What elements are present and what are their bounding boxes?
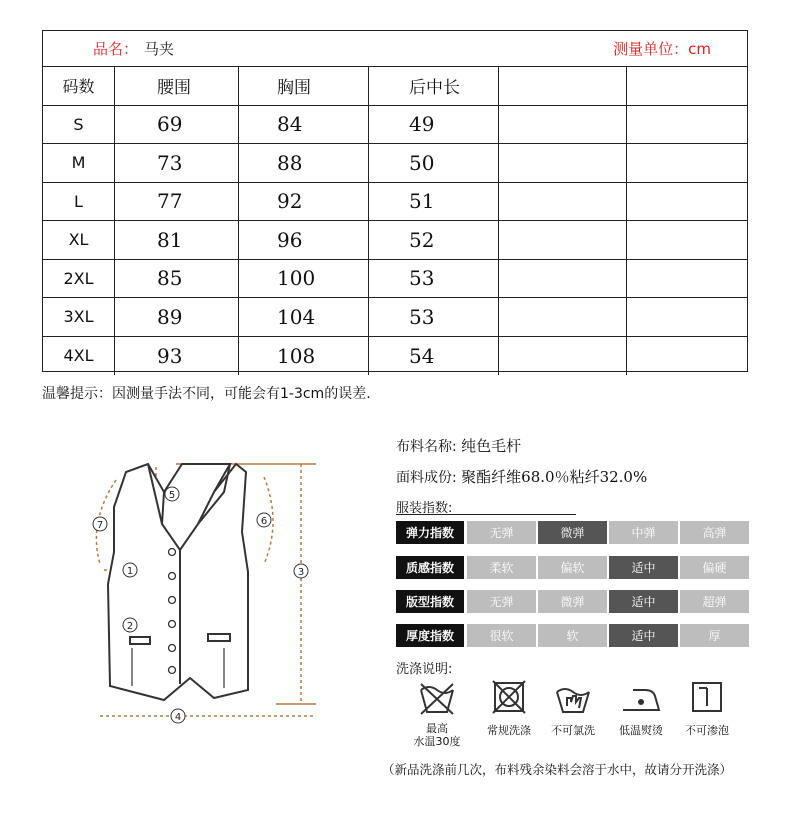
column-header (499, 67, 627, 105)
svg-text:3: 3 (297, 567, 305, 578)
table-cell: 50 (369, 144, 499, 182)
table-cell: 53 (369, 260, 499, 298)
column-header: 码数 (43, 67, 115, 105)
measure-unit: 测量单位：cm (613, 40, 711, 58)
wash-symbol-1 (474, 680, 544, 738)
hand-wash-icon (553, 680, 593, 716)
table-cell: 54 (369, 337, 499, 376)
iron-icon (619, 680, 663, 716)
table-cell: 96 (239, 221, 369, 259)
table-cell: 81 (115, 221, 239, 259)
index-bar (396, 556, 749, 579)
index-label: 厚度指数 (396, 624, 464, 647)
table-cell: 100 (239, 260, 369, 298)
svg-text:2: 2 (126, 621, 134, 632)
table-cell (627, 144, 749, 182)
table-cell (627, 337, 749, 376)
divider (396, 514, 576, 515)
marker-4 (171, 709, 185, 723)
column-header: 胸围 (239, 67, 369, 105)
index-option: 无弹 (467, 521, 536, 544)
table-cell (627, 106, 749, 144)
table-cell: 92 (239, 183, 369, 221)
marker-1 (123, 563, 137, 577)
table-cell: 88 (239, 144, 369, 182)
table-cell: 104 (239, 298, 369, 336)
table-cell: 2XL (43, 260, 115, 298)
table-cell: 77 (115, 183, 239, 221)
table-cell (499, 298, 627, 336)
table-cell: 69 (115, 106, 239, 144)
table-cell: 52 (369, 221, 499, 259)
wash-label-2: 不可氯洗 (551, 724, 595, 737)
table-row (43, 144, 747, 183)
table-cell (627, 298, 749, 336)
svg-text:1: 1 (126, 566, 134, 577)
table-cell: S (43, 106, 115, 144)
marker-7 (93, 517, 107, 531)
index-bar (396, 521, 749, 544)
index-option: 很软 (467, 624, 536, 647)
wash-label-1: 常规洗涤 (487, 724, 531, 737)
table-row (43, 260, 747, 299)
wash-footer-note: （新品洗涤前几次，布料残余染料会溶于水中，故请分开洗涤） (382, 762, 733, 777)
measurement-note: 温馨提示：因测量手法不同，可能会有1-3cm的误差. (42, 386, 371, 402)
wash-symbol-2 (538, 680, 608, 738)
index-option: 微弹 (538, 521, 607, 544)
table-cell: 53 (369, 298, 499, 336)
table-cell (499, 106, 627, 144)
fabric-name: 布料名称: 纯色毛杆 (396, 437, 522, 455)
column-header (627, 67, 749, 105)
table-cell (627, 183, 749, 221)
table-cell: XL (43, 221, 115, 259)
wash-label-4: 不可渗泡 (685, 724, 729, 737)
index-option: 偏软 (538, 556, 607, 579)
fabric-composition: 面料成份: 聚酯纤维68.0％粘纤32.0% (396, 468, 648, 486)
marker-2 (123, 618, 137, 632)
table-cell (499, 183, 627, 221)
table-cell (499, 260, 627, 298)
table-cell: 93 (115, 337, 239, 376)
no-wash-icon (417, 680, 457, 716)
garment-index-title: 服装指数: (396, 501, 453, 516)
table-title-row (43, 31, 747, 67)
table-cell (499, 144, 627, 182)
column-header: 腰围 (115, 67, 239, 105)
table-row (43, 106, 747, 145)
index-option: 适中 (609, 590, 678, 613)
table-cell: 4XL (43, 337, 115, 376)
svg-text:5: 5 (168, 490, 176, 501)
wash-label-0: 最高 水温30度 (413, 722, 461, 748)
no-soak-icon (687, 680, 727, 716)
wash-symbol-3 (606, 680, 676, 738)
table-cell (627, 260, 749, 298)
table-cell: L (43, 183, 115, 221)
index-option: 适中 (609, 556, 678, 579)
table-cell: M (43, 144, 115, 182)
wash-label-3: 低温熨烫 (619, 724, 663, 737)
index-bar (396, 624, 749, 647)
marker-6 (257, 513, 271, 527)
table-cell (499, 337, 627, 376)
product-name: 品名： 马夹 (93, 40, 175, 58)
index-option: 高弹 (680, 521, 749, 544)
table-cell: 84 (239, 106, 369, 144)
index-option: 适中 (609, 624, 678, 647)
index-option: 柔软 (467, 556, 536, 579)
index-option: 无弹 (467, 590, 536, 613)
table-cell: 108 (239, 337, 369, 376)
fabric-info (396, 435, 647, 497)
index-label: 版型指数 (396, 590, 464, 613)
svg-text:7: 7 (96, 520, 104, 531)
table-cell: 3XL (43, 298, 115, 336)
table-cell: 89 (115, 298, 239, 336)
table-row (43, 221, 747, 260)
table-cell: 73 (115, 144, 239, 182)
index-bar (396, 590, 749, 613)
index-label: 质感指数 (396, 556, 464, 579)
index-option: 软 (538, 624, 607, 647)
no-dry-clean-icon (489, 680, 529, 716)
table-header-row (43, 67, 747, 106)
index-option: 超弹 (680, 590, 749, 613)
wash-instructions-title: 洗涤说明: (396, 662, 453, 677)
marker-3 (294, 564, 308, 578)
vest-diagram (86, 452, 336, 732)
svg-text:4: 4 (174, 712, 182, 723)
column-header: 后中长 (369, 67, 499, 105)
index-option: 中弹 (609, 521, 678, 544)
table-row (43, 298, 747, 337)
table-row (43, 183, 747, 222)
index-option: 厚 (680, 624, 749, 647)
table-cell: 85 (115, 260, 239, 298)
table-cell (499, 221, 627, 259)
svg-text:6: 6 (260, 516, 268, 527)
size-table (42, 30, 748, 372)
table-cell (627, 221, 749, 259)
index-label: 弹力指数 (396, 521, 464, 544)
table-cell: 51 (369, 183, 499, 221)
table-cell: 49 (369, 106, 499, 144)
index-option: 偏硬 (680, 556, 749, 579)
marker-5 (165, 487, 179, 501)
wash-symbol-4 (672, 680, 742, 738)
wash-symbol-0 (402, 680, 472, 748)
index-option: 微弹 (538, 590, 607, 613)
table-row (43, 337, 747, 376)
